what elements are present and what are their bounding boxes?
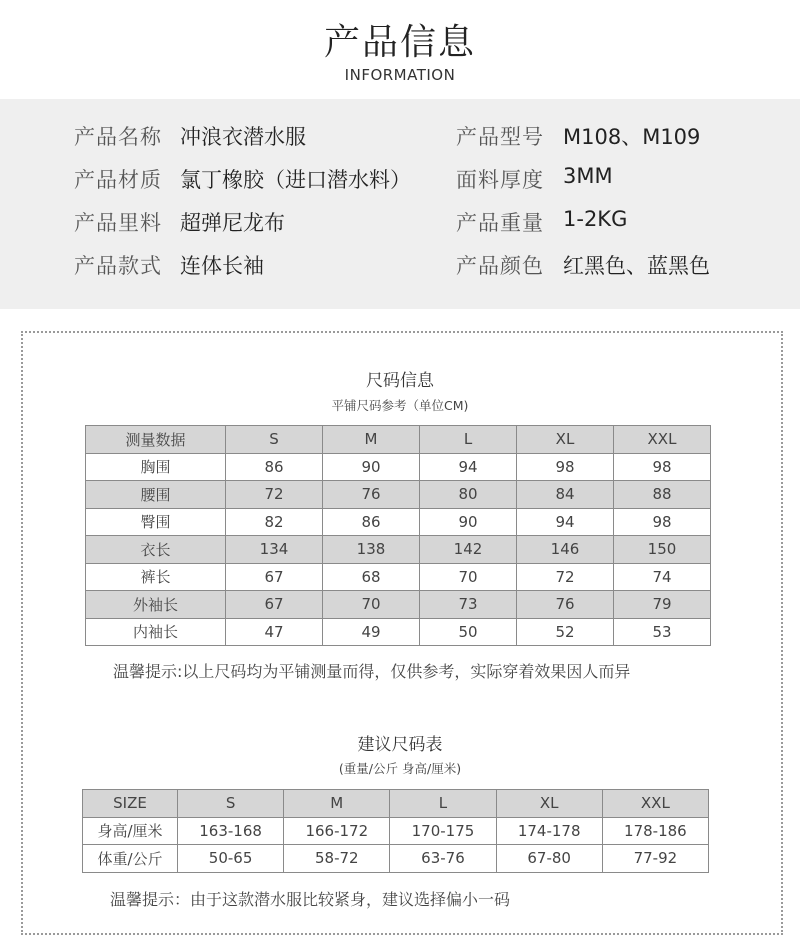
table-header-cell: S bbox=[226, 426, 323, 454]
table-cell: 98 bbox=[614, 453, 711, 481]
table-cell: 内袖长 bbox=[86, 618, 226, 646]
info-value: M108、M109 bbox=[563, 125, 701, 149]
table-cell: 77-92 bbox=[602, 845, 708, 873]
info-value: 3MM bbox=[563, 164, 613, 188]
table-cell: 90 bbox=[420, 508, 517, 536]
table-row bbox=[86, 591, 711, 619]
table-header-cell: M bbox=[323, 426, 420, 454]
page-title: 产品信息 bbox=[323, 22, 476, 63]
table-cell: 163-168 bbox=[178, 817, 284, 845]
info-label: 产品颜色 bbox=[456, 254, 544, 278]
table-row bbox=[86, 453, 711, 481]
suggest-size-tip: 温馨提示：由于这款潜水服比较紧身，建议选择偏小一码 bbox=[110, 890, 511, 909]
table-cell: 52 bbox=[517, 618, 614, 646]
info-label: 产品型号 bbox=[456, 125, 544, 149]
table-header-cell: S bbox=[178, 790, 284, 818]
table-cell: 146 bbox=[517, 536, 614, 564]
suggest-size-table bbox=[82, 789, 709, 873]
table-cell: 86 bbox=[323, 508, 420, 536]
info-value: 氯丁橡胶（进口潜水料） bbox=[180, 168, 411, 192]
info-row bbox=[0, 207, 800, 237]
table-cell: 88 bbox=[614, 481, 711, 509]
table-cell: 76 bbox=[517, 591, 614, 619]
size-info-subtitle: 平铺尺码参考（单位CM) bbox=[331, 398, 469, 413]
table-header-cell: XL bbox=[517, 426, 614, 454]
table-header-row bbox=[83, 790, 709, 818]
table-cell: 76 bbox=[323, 481, 420, 509]
table-cell: 72 bbox=[517, 563, 614, 591]
info-value: 冲浪衣潜水服 bbox=[180, 125, 306, 149]
info-row bbox=[0, 164, 800, 194]
table-header-cell: XXL bbox=[614, 426, 711, 454]
table-cell: 94 bbox=[517, 508, 614, 536]
table-cell: 腰围 bbox=[86, 481, 226, 509]
size-info-table bbox=[85, 425, 711, 646]
table-cell: 73 bbox=[420, 591, 517, 619]
table-cell: 98 bbox=[517, 453, 614, 481]
info-row bbox=[0, 121, 800, 151]
table-cell: 178-186 bbox=[602, 817, 708, 845]
table-cell: 166-172 bbox=[284, 817, 390, 845]
table-row bbox=[86, 618, 711, 646]
table-cell: 98 bbox=[614, 508, 711, 536]
info-label: 面料厚度 bbox=[456, 168, 544, 192]
info-value: 超弹尼龙布 bbox=[180, 211, 285, 235]
info-label: 产品名称 bbox=[74, 125, 162, 149]
info-label: 产品款式 bbox=[74, 254, 162, 278]
table-cell: 67 bbox=[226, 563, 323, 591]
table-cell: 47 bbox=[226, 618, 323, 646]
table-cell: 49 bbox=[323, 618, 420, 646]
table-cell: 170-175 bbox=[390, 817, 496, 845]
table-row bbox=[83, 817, 709, 845]
table-row bbox=[86, 536, 711, 564]
table-cell: 70 bbox=[323, 591, 420, 619]
table-cell: 94 bbox=[420, 453, 517, 481]
info-label: 产品里料 bbox=[74, 211, 162, 235]
table-cell: 50 bbox=[420, 618, 517, 646]
table-cell: 外袖长 bbox=[86, 591, 226, 619]
table-header-cell: XXL bbox=[602, 790, 708, 818]
table-cell: 63-76 bbox=[390, 845, 496, 873]
table-cell: 衣长 bbox=[86, 536, 226, 564]
table-cell: 90 bbox=[323, 453, 420, 481]
table-cell: 67 bbox=[226, 591, 323, 619]
info-value: 红黑色、蓝黑色 bbox=[563, 254, 710, 278]
table-cell: 67-80 bbox=[496, 845, 602, 873]
table-header-row bbox=[86, 426, 711, 454]
table-cell: 体重/公斤 bbox=[83, 845, 178, 873]
table-cell: 138 bbox=[323, 536, 420, 564]
table-cell: 84 bbox=[517, 481, 614, 509]
table-header-cell: L bbox=[390, 790, 496, 818]
table-cell: 82 bbox=[226, 508, 323, 536]
page-subtitle: INFORMATION bbox=[344, 66, 456, 84]
table-row bbox=[86, 563, 711, 591]
table-cell: 68 bbox=[323, 563, 420, 591]
info-value: 1-2KG bbox=[563, 207, 628, 231]
table-cell: 胸围 bbox=[86, 453, 226, 481]
info-label: 产品重量 bbox=[456, 211, 544, 235]
info-value: 连体长袖 bbox=[180, 254, 264, 278]
product-info-panel bbox=[0, 99, 800, 309]
table-cell: 74 bbox=[614, 563, 711, 591]
table-cell: 150 bbox=[614, 536, 711, 564]
info-label: 产品材质 bbox=[74, 168, 162, 192]
table-cell: 臀围 bbox=[86, 508, 226, 536]
table-cell: 134 bbox=[226, 536, 323, 564]
table-cell: 72 bbox=[226, 481, 323, 509]
table-header-cell: 测量数据 bbox=[86, 426, 226, 454]
suggest-size-title: 建议尺码表 bbox=[357, 735, 443, 755]
table-cell: 86 bbox=[226, 453, 323, 481]
table-header-cell: M bbox=[284, 790, 390, 818]
size-info-title: 尺码信息 bbox=[366, 371, 434, 391]
size-info-tip: 温馨提示:以上尺码均为平铺测量而得，仅供参考，实际穿着效果因人而异 bbox=[113, 662, 631, 681]
table-cell: 身高/厘米 bbox=[83, 817, 178, 845]
table-cell: 174-178 bbox=[496, 817, 602, 845]
table-row bbox=[86, 481, 711, 509]
table-header-cell: XL bbox=[496, 790, 602, 818]
suggest-size-subtitle: (重量/公斤 身高/厘米) bbox=[338, 761, 462, 776]
table-cell: 裤长 bbox=[86, 563, 226, 591]
table-cell: 50-65 bbox=[178, 845, 284, 873]
table-header-cell: SIZE bbox=[83, 790, 178, 818]
table-cell: 142 bbox=[420, 536, 517, 564]
table-cell: 80 bbox=[420, 481, 517, 509]
table-row bbox=[83, 845, 709, 873]
table-cell: 79 bbox=[614, 591, 711, 619]
info-row bbox=[0, 250, 800, 280]
table-row bbox=[86, 508, 711, 536]
table-cell: 70 bbox=[420, 563, 517, 591]
table-cell: 53 bbox=[614, 618, 711, 646]
table-header-cell: L bbox=[420, 426, 517, 454]
table-cell: 58-72 bbox=[284, 845, 390, 873]
